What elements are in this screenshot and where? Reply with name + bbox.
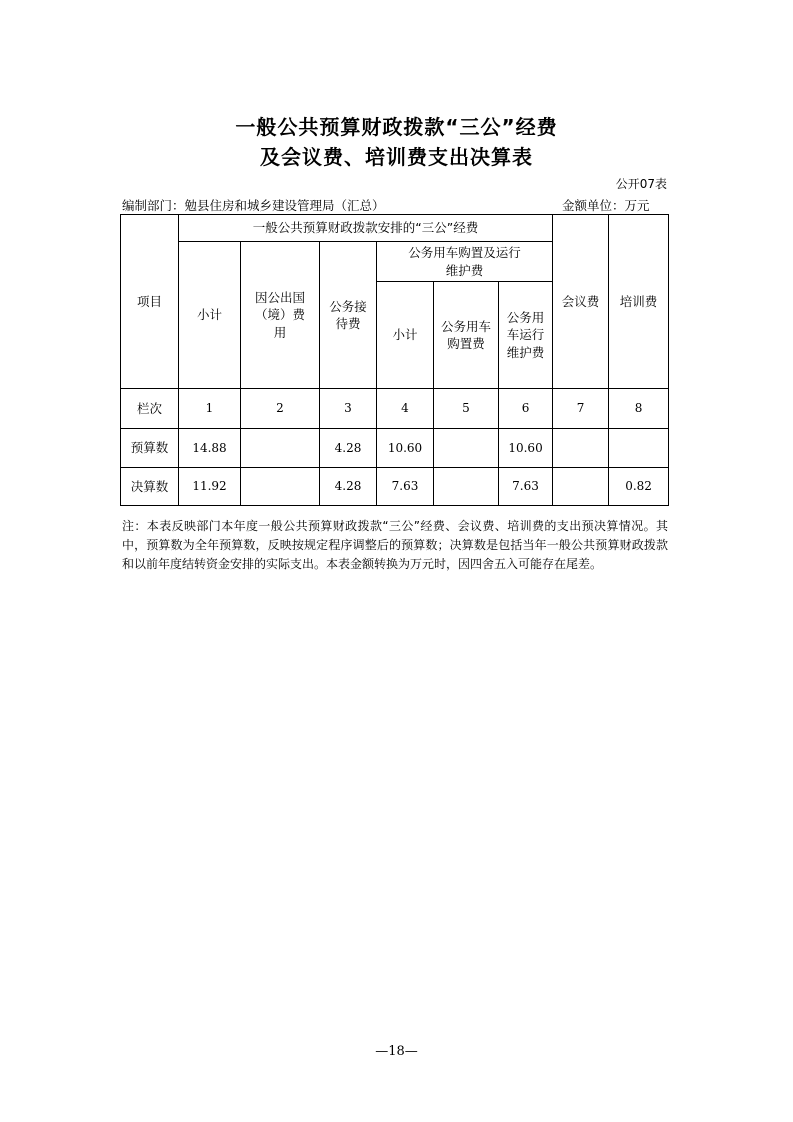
amount-unit-label: 金额单位：万元 xyxy=(562,198,650,213)
cell xyxy=(609,429,669,468)
cell: 6 xyxy=(499,389,553,429)
cell: 0.82 xyxy=(609,468,669,506)
cell xyxy=(434,468,499,506)
cell: 3 xyxy=(320,389,377,429)
cell: 7 xyxy=(553,389,609,429)
cell: 10.60 xyxy=(377,429,434,468)
cell: 11.92 xyxy=(179,468,241,506)
cell: 10.60 xyxy=(499,429,553,468)
cell: 5 xyxy=(434,389,499,429)
cell: 1 xyxy=(179,389,241,429)
title-line-2: 及会议费、培训费支出决算表 xyxy=(260,145,533,169)
table-note: 注：本表反映部门本年度一般公共预算财政拨款“三公”经费、会议费、培训费的支出预决算情况。其中，预算数为全年预算数，反映按规定程序调整后的预算数；决算数是包括当年一般公共预算财政拨款和以前年度结转资金安排的实际支出。本表金额转换为万元时，因四舍五入可能存在尾差。 xyxy=(122,519,668,571)
cell xyxy=(434,429,499,468)
department-label: 编制部门：勉县住房和城乡建设管理局（汇总） xyxy=(122,198,385,213)
cell: 4.28 xyxy=(320,429,377,468)
table-row xyxy=(121,389,669,429)
training-fee-header: 培训费 xyxy=(609,215,669,389)
cell: 4 xyxy=(377,389,434,429)
subtotal-header: 小计 xyxy=(179,242,241,389)
vehicle-operation-header: 公务用车运行维护费 xyxy=(499,282,553,389)
vehicle-group-header: 公务用车购置及运行维护费 xyxy=(377,242,553,282)
cell xyxy=(553,429,609,468)
abroad-fee-header: 因公出国（境）费用 xyxy=(241,242,320,389)
cell xyxy=(241,468,320,506)
row-label: 决算数 xyxy=(121,468,179,506)
cell: 4.28 xyxy=(320,468,377,506)
three-public-group-header: 一般公共预算财政拨款安排的“三公”经费 xyxy=(179,215,553,242)
page-number: —18— xyxy=(375,1044,418,1059)
cell: 2 xyxy=(241,389,320,429)
vehicle-subtotal-header: 小计 xyxy=(377,282,434,389)
item-header: 项目 xyxy=(121,215,179,389)
table-row xyxy=(121,429,669,468)
reception-fee-header: 公务接待费 xyxy=(320,242,377,389)
expense-table xyxy=(120,214,669,506)
table-row xyxy=(121,468,669,506)
cell: 7.63 xyxy=(499,468,553,506)
row-label: 预算数 xyxy=(121,429,179,468)
cell: 14.88 xyxy=(179,429,241,468)
row-label: 栏次 xyxy=(121,389,179,429)
form-code: 公开07表 xyxy=(615,177,667,191)
meeting-fee-header: 会议费 xyxy=(553,215,609,389)
title-line-1: 一般公共预算财政拨款“三公”经费 xyxy=(235,115,558,139)
cell: 8 xyxy=(609,389,669,429)
vehicle-purchase-header: 公务用车购置费 xyxy=(434,282,499,389)
cell: 7.63 xyxy=(377,468,434,506)
cell xyxy=(553,468,609,506)
cell xyxy=(241,429,320,468)
